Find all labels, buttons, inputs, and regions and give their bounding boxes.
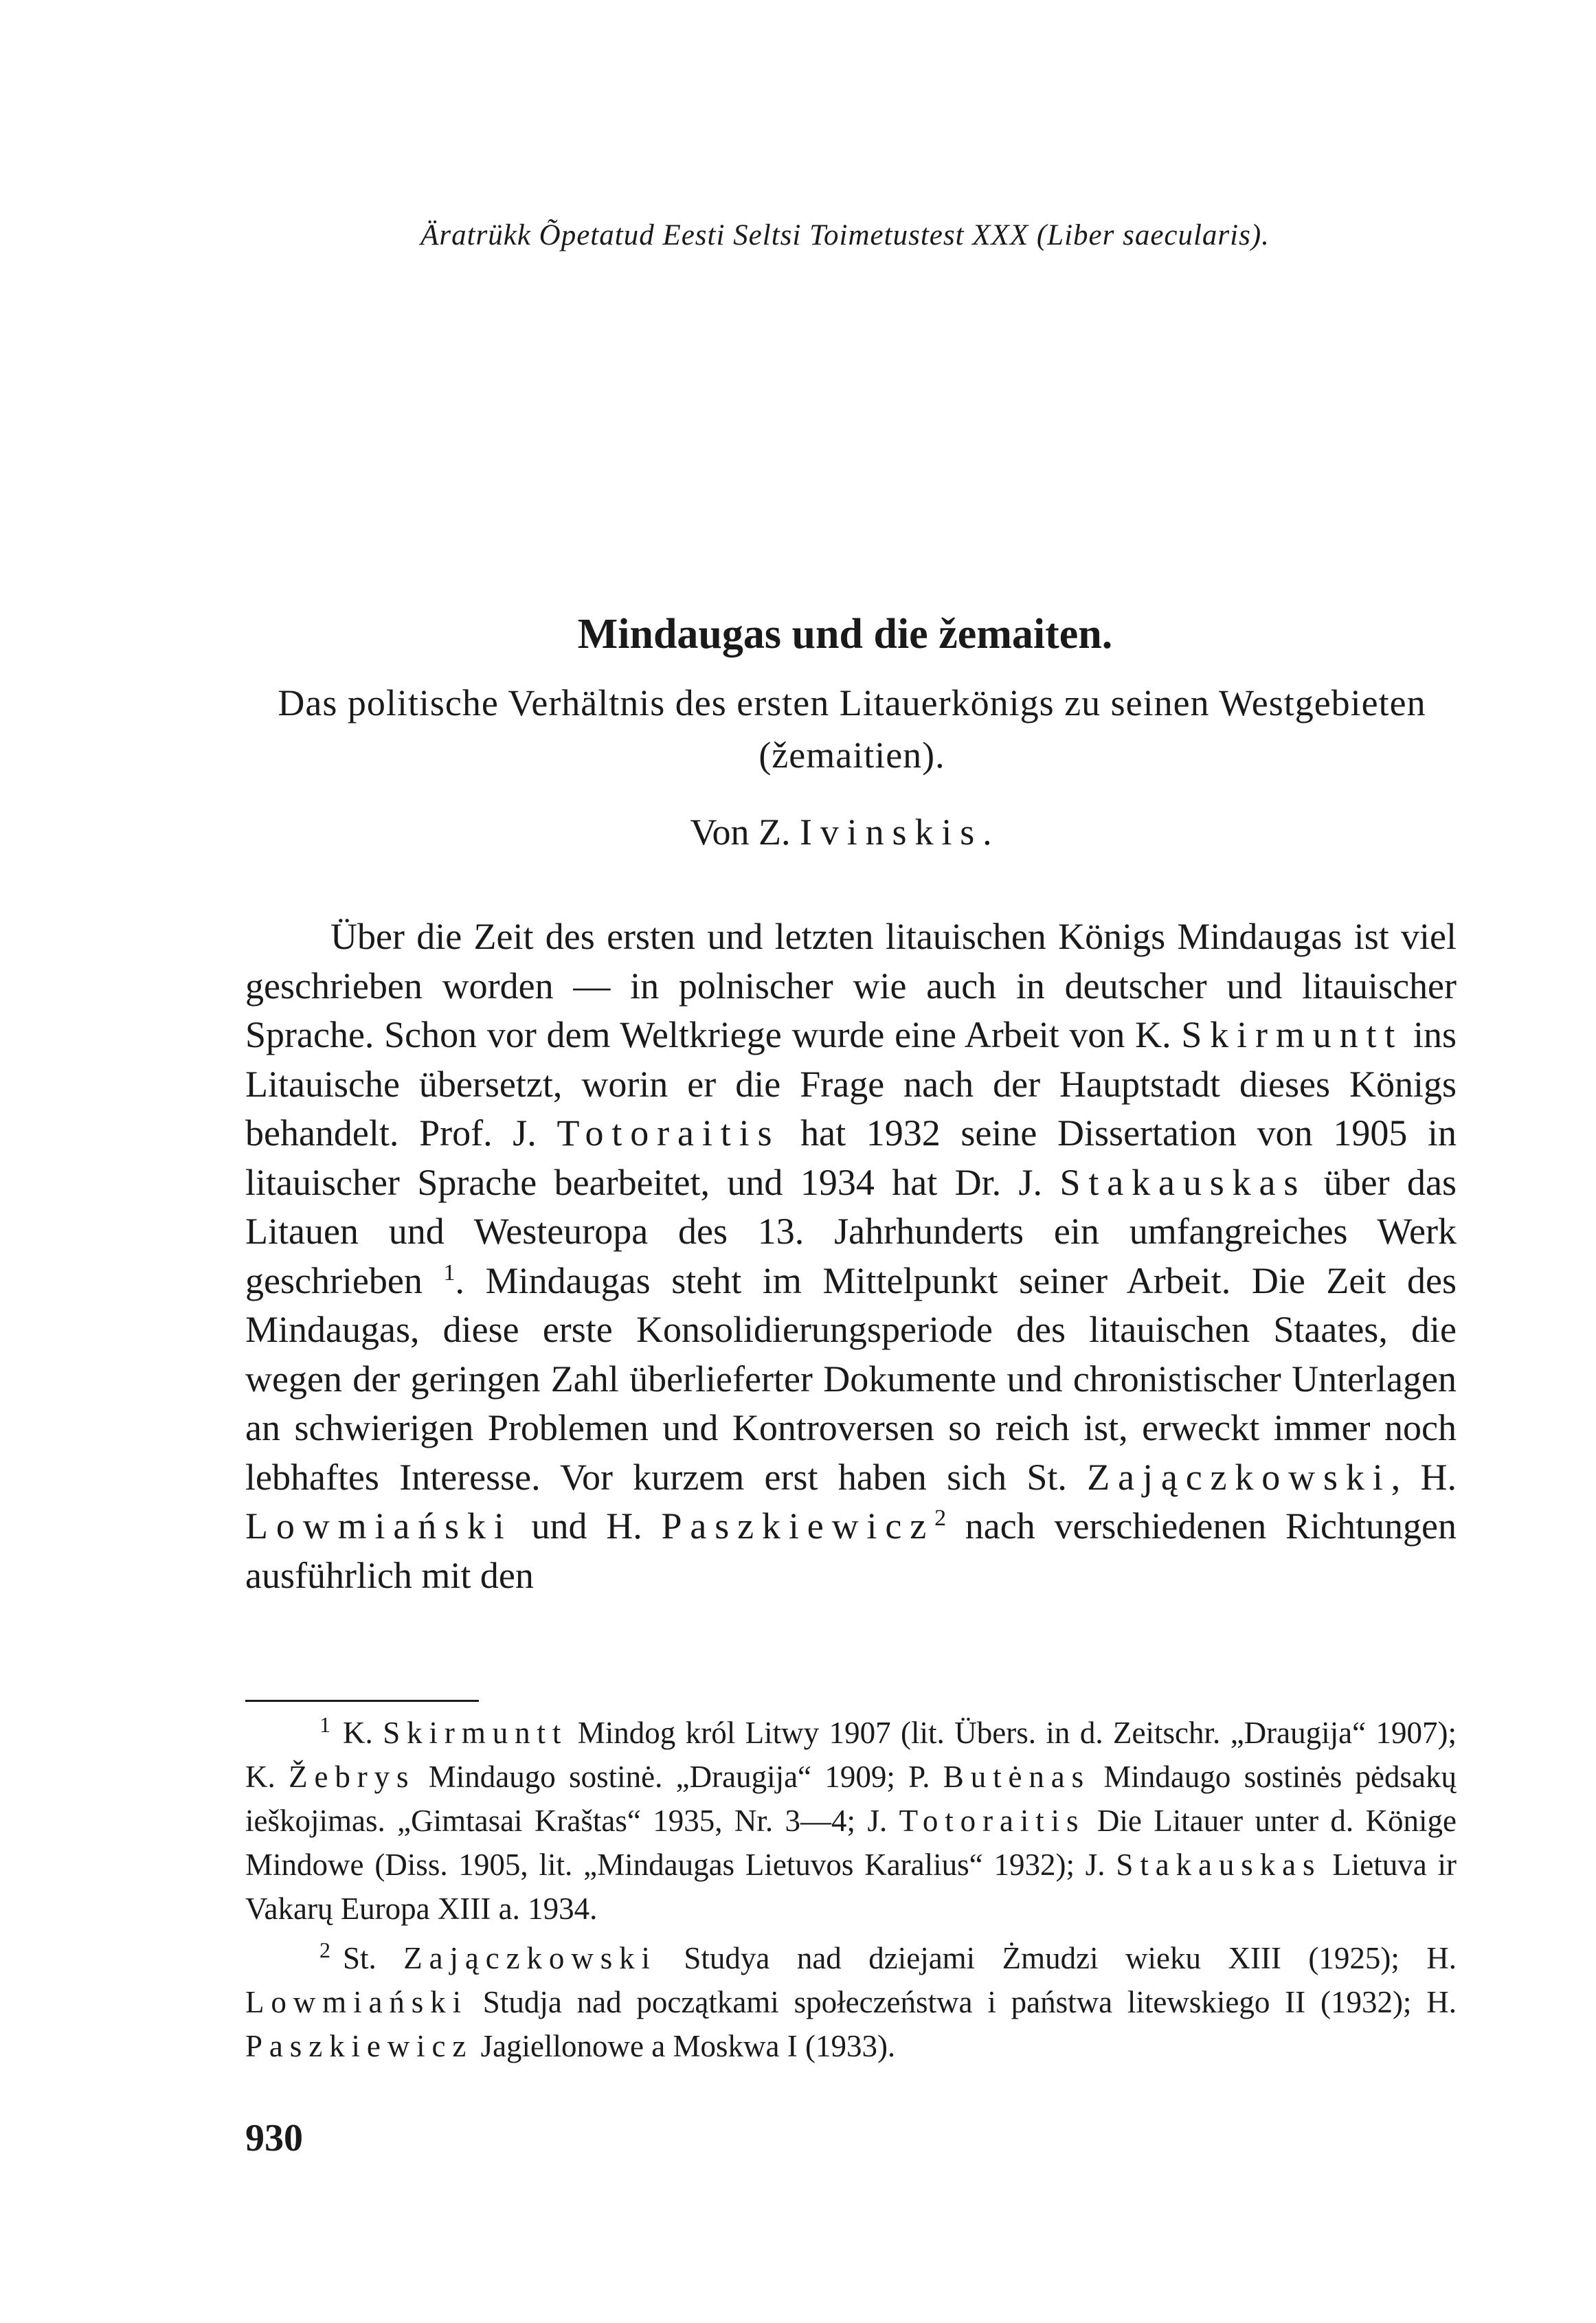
author-ref: Paszkiewicz xyxy=(661,1505,935,1547)
footnote-1 xyxy=(245,1711,1457,1931)
author-ref: Skirmuntt xyxy=(1181,1014,1404,1055)
text-run: St. xyxy=(343,1941,376,1975)
author-name: Ivinskis. xyxy=(800,811,1000,853)
text-run: hat 1932 seine Dissertation von 1905 in litauischer Sprache bearbeitet, und 1934 hat Dr. J. xyxy=(245,1112,1457,1203)
footnotes xyxy=(245,1711,1457,2074)
text-run: Mindaugo sostinė. „Draugija“ 1909; P. xyxy=(428,1760,930,1794)
text-run: , H. xyxy=(1391,1456,1457,1498)
author-ref: Butėnas xyxy=(943,1760,1091,1794)
article-title: Mindaugas und die žemaiten. xyxy=(577,611,1113,658)
text-run: Mindog król Litwy 1907 (lit. Übers. in d. Zeitschr. „Draugija“ 1907); K. xyxy=(245,1716,1457,1794)
text-run: Jagiellonowe a Moskwa I (1933). xyxy=(480,2029,896,2063)
footnote-2 xyxy=(245,1936,1457,2068)
author-ref: Žebrys xyxy=(289,1760,416,1794)
author-ref: Lowmiański xyxy=(245,1505,513,1547)
offprint-note: Äratrükk Õpetatud Eesti Seltsi Toimetustest XXX (Liber saecularis). xyxy=(420,219,1270,251)
text-run: Lietuva ir Vakarų Europa XIII a. 1934. xyxy=(245,1848,1457,1926)
footnote-number: 2 xyxy=(319,1938,330,1962)
footnote-reference: 1 xyxy=(443,1259,456,1286)
text-run: über das Litauen und Westeuropa des 13. Jahrhunderts ein umfangreiches Werk geschrieben xyxy=(245,1161,1457,1301)
author-ref: Skirmuntt xyxy=(383,1716,568,1750)
text-run: Studja nad początkami społeczeństwa i państwa litewskiego II (1932); H. xyxy=(482,1985,1457,2019)
article-subtitle: Das politische Verhältnis des ersten Litauerkönigs zu seinen Westgebieten (žemaitien). xyxy=(278,682,1426,776)
author-line xyxy=(234,811,1457,853)
author-ref: Paszkiewicz xyxy=(245,2029,473,2063)
author-ref: Totoraitis xyxy=(557,1112,780,1154)
author-ref: Stakauskas xyxy=(1116,1848,1322,1882)
body-text xyxy=(245,912,1457,1600)
author-prefix: Von Z. xyxy=(690,811,791,853)
text-run: Studya nad dziejami Żmudzi wieku XIII (1925); H. xyxy=(684,1941,1457,1975)
paragraph xyxy=(245,912,1457,1600)
author-ref: Stakauskas xyxy=(1059,1161,1307,1203)
text-run: K. xyxy=(343,1716,373,1750)
author-ref: Lowmiański xyxy=(245,1985,468,2019)
page-number: 930 xyxy=(245,2117,303,2159)
text-run: . Mindaugas steht im Mittelpunkt seiner Arbeit. Die Zeit des Mindaugas, diese erste Konsolidierungsperiode des litauischen Staates, die wegen der geringen Zahl überlieferter Dokumente und chronistischer Unterlagen an schwierigen Problemen und Kontroversen so reich ist, erweckt immer noch lebhaftes Interesse. Vor kurzem erst haben sich St. xyxy=(245,1259,1457,1498)
footnote-number: 1 xyxy=(319,1712,330,1737)
text-run: und H. xyxy=(531,1505,642,1547)
text-run: Über die Zeit des ersten und letzten litauischen Königs Mindaugas ist viel geschrieben worden — in polnischer wie auch in deutscher und litauischer Sprache. Schon vor dem Weltkriege wurde eine Arbeit von K. xyxy=(245,916,1457,1055)
author-ref: Totoraitis xyxy=(899,1804,1086,1838)
text-run: nach verschiedenen Richtungen ausführlich mit den xyxy=(245,1505,1457,1596)
author-ref: Zajączkowski xyxy=(1087,1456,1391,1498)
author-ref: Zajączkowski xyxy=(403,1941,657,1975)
footnote-reference: 2 xyxy=(934,1505,947,1531)
footnote-divider xyxy=(245,1700,479,1702)
text-run: Mindaugo sostinės pėdsakų ieškojimas. „Gimtasai Kraštas“ 1935, Nr. 3—4; J. xyxy=(245,1760,1457,1838)
text-run: Die Litauer unter d. Könige Mindowe (Diss. 1905, lit. „Mindaugas Lietuvos Karalius“ 1932); J. xyxy=(245,1804,1457,1882)
text-run: ins Litauische übersetzt, worin er die Frage nach der Hauptstadt dieses Königs behandelt. Prof. J. xyxy=(245,1014,1457,1154)
